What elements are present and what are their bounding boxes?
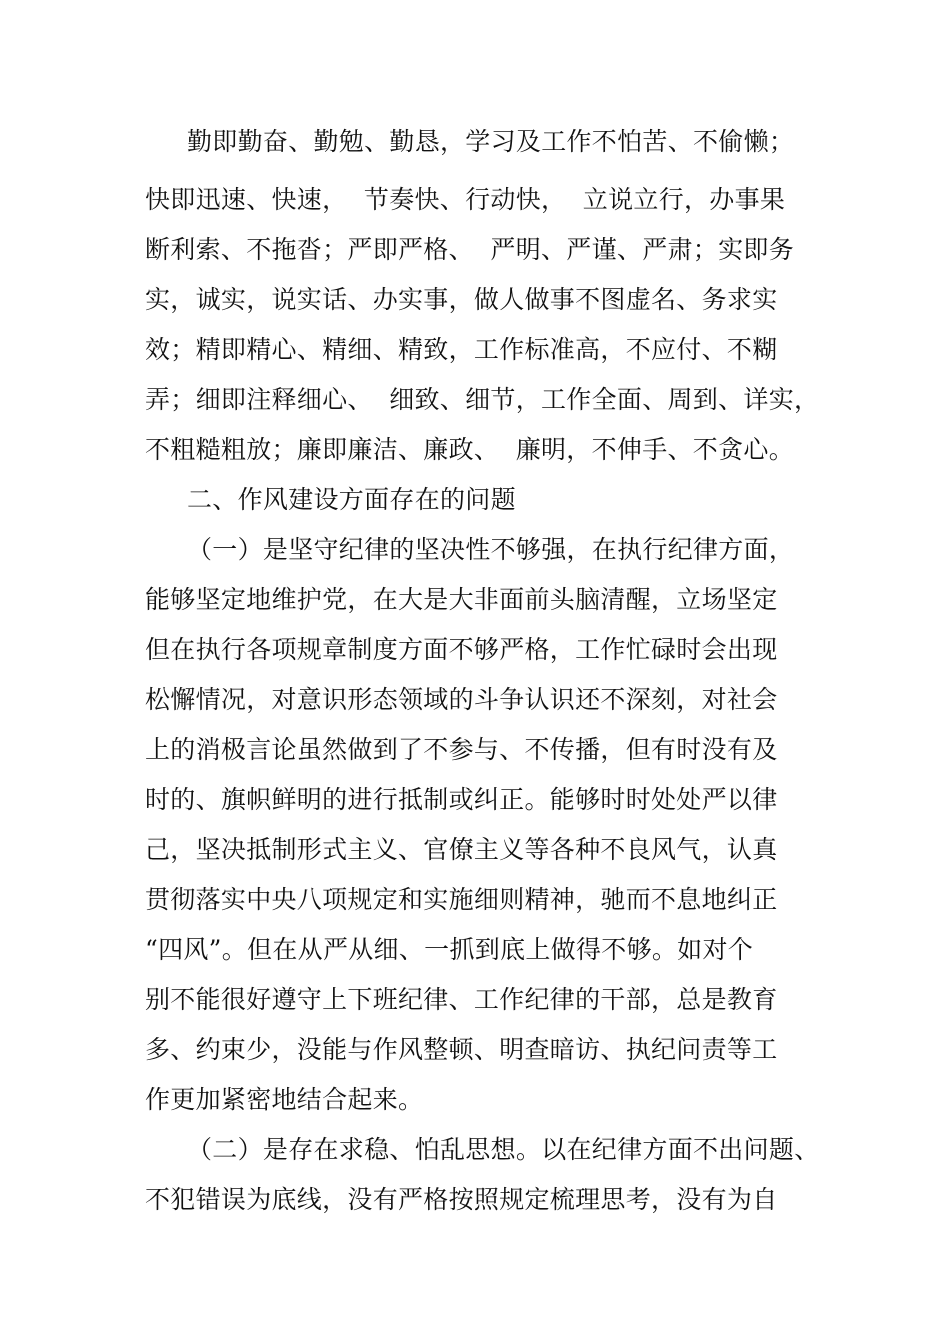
text-line: 勤即勤奋、勤勉、勤恳，学习及工作不怕苦、不偷懒； [187, 127, 795, 156]
text-line: 作更加紧密地结合起来。 [145, 1085, 424, 1114]
text-line: 贯彻落实中央八项规定和实施细则精神，驰而不息地纠正 [145, 885, 778, 914]
text-line: 断利索、不拖沓；严即严格、 严明、严谨、严肃；实即务 [145, 235, 794, 264]
section-heading: 二、作风建设方面存在的问题 [187, 485, 516, 514]
text-line: 多、约束少，没能与作风整顿、明查暗访、执纪问责等工 [145, 1035, 778, 1064]
text-line: 弄；细即注释细心、 细致、细节，工作全面、周到、详实， [145, 385, 820, 414]
text-line: “四风”。但在从严从细、一抓到底上做得不够。如对个 [145, 935, 754, 964]
text-line: 但在执行各项规章制度方面不够严格，工作忙碌时会出现 [145, 635, 778, 664]
text-line: 效；精即精心、精细、精致，工作标准高，不应付、不糊 [145, 335, 778, 364]
text-line: （一）是坚守纪律的坚决性不够强，在执行纪律方面， [187, 535, 795, 564]
text-line: 实，诚实，说实话、办实事，做人做事不图虚名、务求实 [145, 285, 778, 314]
text-line: 能够坚定地维护党，在大是大非面前头脑清醒，立场坚定 [145, 585, 778, 614]
text-line: 松懈情况，对意识形态领域的斗争认识还不深刻，对社会 [145, 685, 778, 714]
text-line: （二）是存在求稳、怕乱思想。以在纪律方面不出问题、 [187, 1135, 820, 1164]
text-line: 别不能很好遵守上下班纪律、工作纪律的干部，总是教育 [145, 985, 778, 1014]
text-line: 时的、旗帜鲜明的进行抵制或纠正。能够时时处处严以律 [145, 785, 778, 814]
text-line: 己，坚决抵制形式主义、官僚主义等各种不良风气，认真 [145, 835, 778, 864]
text-line: 不犯错误为底线，没有严格按照规定梳理思考，没有为自 [145, 1185, 778, 1214]
text-line: 上的消极言论虽然做到了不参与、不传播，但有时没有及 [145, 735, 778, 764]
text-line: 不粗糙粗放；廉即廉洁、廉政、 廉明，不伸手、不贪心。 [145, 435, 794, 464]
text-line: 快即迅速、快速， 节奏快、行动快， 立说立行，办事果 [145, 185, 786, 214]
